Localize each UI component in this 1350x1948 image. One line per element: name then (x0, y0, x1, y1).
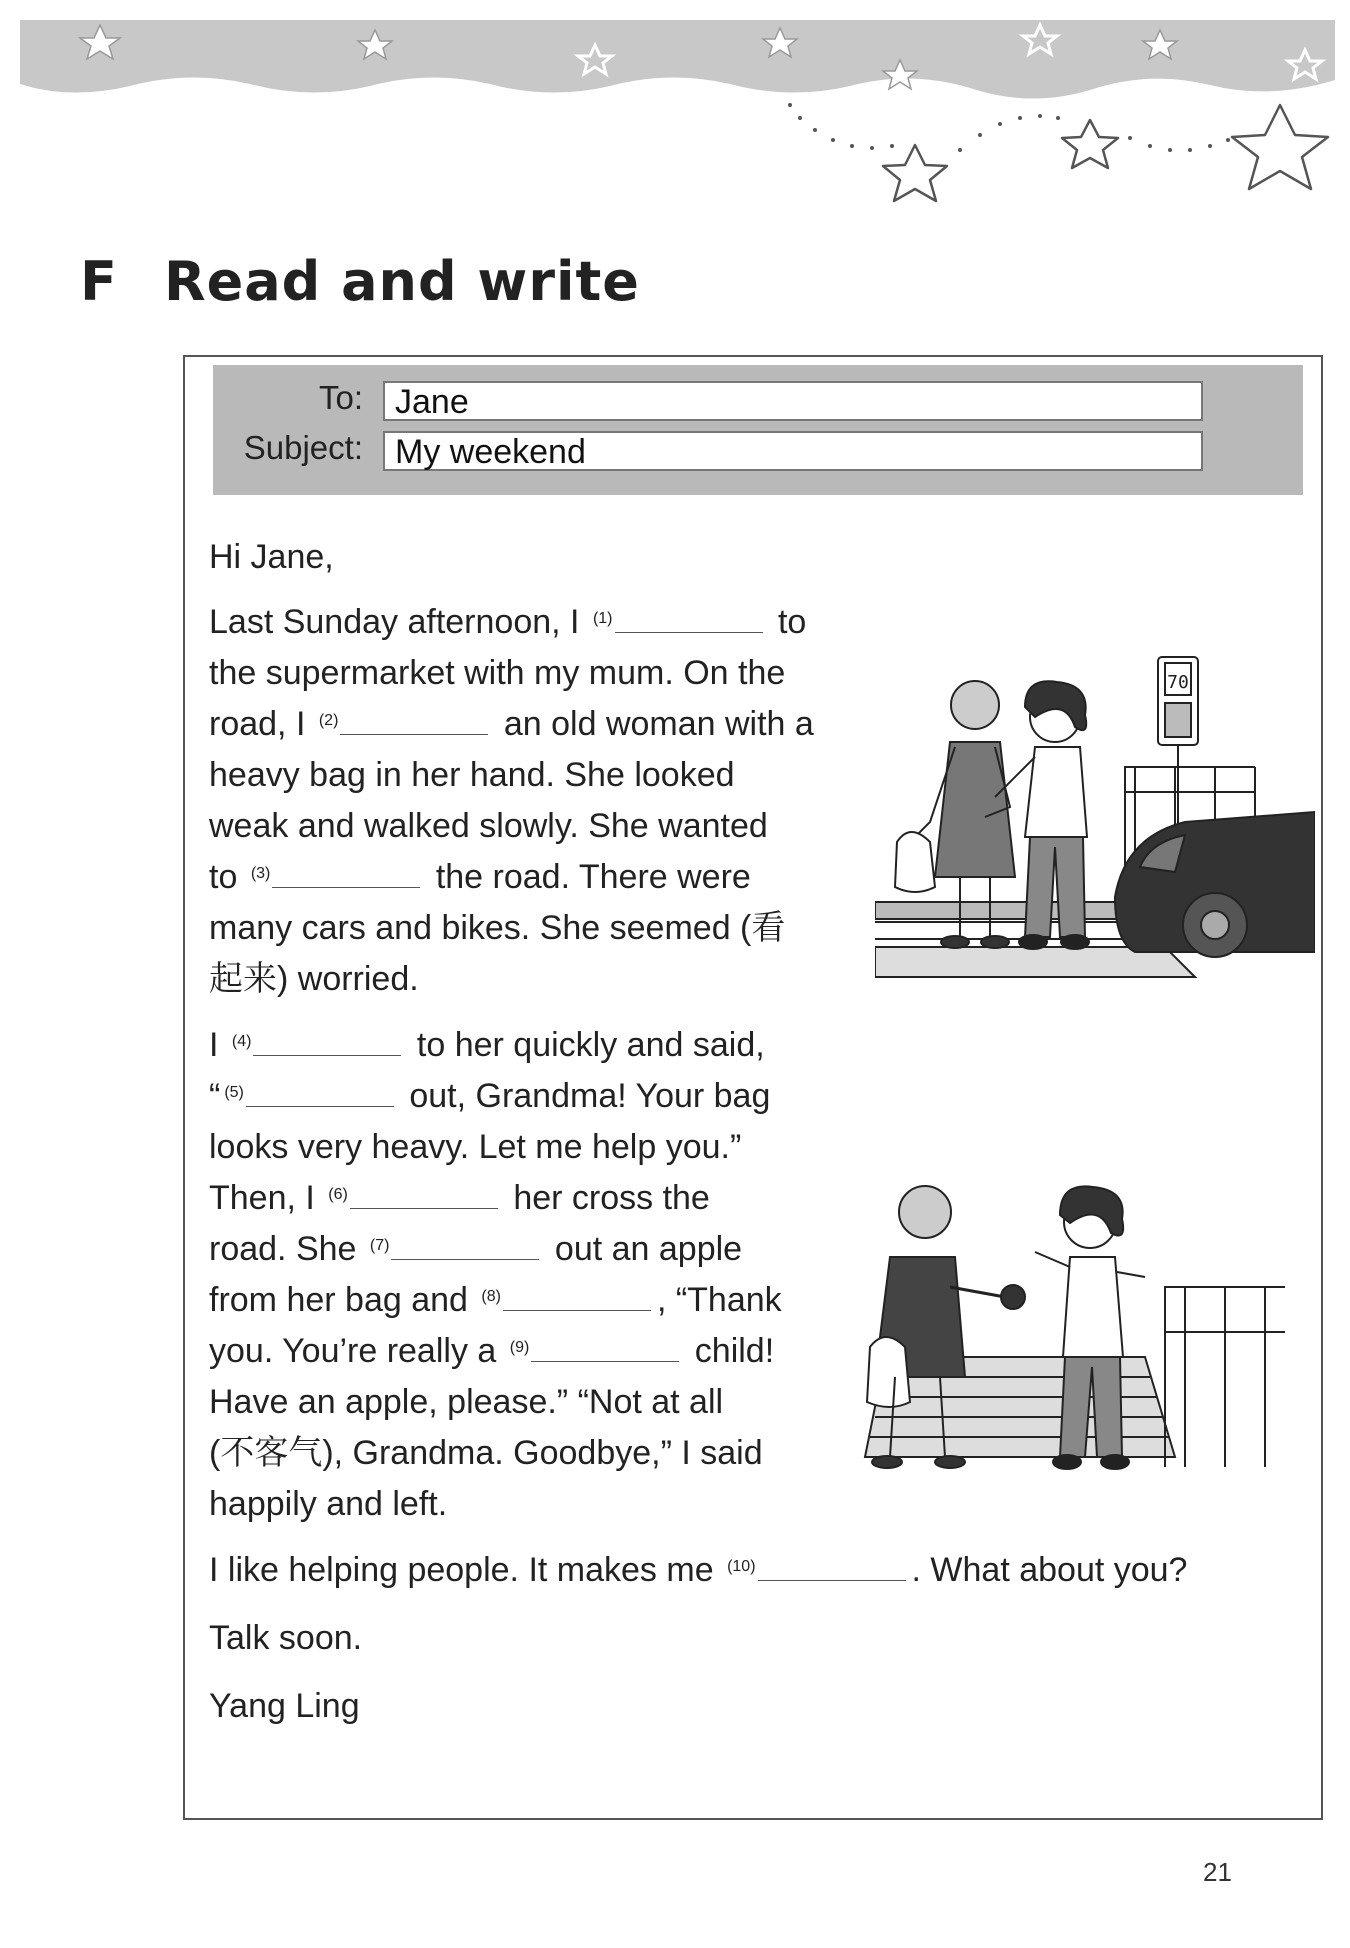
page-number: 21 (1203, 1857, 1232, 1887)
section-title: Read and write (164, 250, 640, 313)
blank-4[interactable] (253, 1025, 401, 1056)
blank-number-7: (7) (369, 1237, 390, 1254)
blank-number-9: (9) (509, 1339, 530, 1356)
paragraph-1: Last Sunday afternoon, I $^{(1)}$ to the supermarket with my mum. On the road, I $^{(2)}$ an old woman with a heavy bag in her hand. She looked weak and walked slowly. She wanted to $^{(3)}$ the road. There were many cars and bikes. She seemed (看 起来) worried. (209, 603, 814, 998)
blank-5[interactable] (246, 1076, 394, 1107)
blank-2[interactable] (340, 704, 488, 735)
blank-number-1: (1) (592, 610, 613, 627)
blank-9[interactable] (531, 1331, 679, 1362)
blank-7[interactable] (391, 1229, 539, 1260)
blank-number-5: (5) (224, 1084, 244, 1101)
email-header (213, 365, 1303, 495)
greeting: Hi Jane, (209, 538, 334, 576)
blank-3[interactable] (272, 857, 420, 888)
subject-row (213, 427, 1303, 471)
blank-8[interactable] (503, 1280, 651, 1311)
illustration-crossing-road (875, 647, 1315, 987)
sign-post-number: 70 (1167, 672, 1189, 693)
subject-field[interactable]: My weekend (383, 431, 1203, 471)
blank-number-8: (8) (481, 1288, 501, 1305)
blank-number-10: (10) (727, 1558, 756, 1575)
to-field[interactable]: Jane (383, 381, 1203, 421)
blank-number-4: (4) (231, 1033, 252, 1050)
blank-1[interactable] (615, 602, 763, 633)
decorative-star-banner (0, 0, 1350, 220)
section-heading (80, 250, 640, 313)
to-row (213, 377, 1303, 421)
blank-6[interactable] (350, 1178, 498, 1209)
section-letter: F (80, 250, 118, 313)
to-label: To: (318, 379, 363, 416)
blank-number-6: (6) (328, 1186, 348, 1203)
blank-number-2: (2) (318, 712, 339, 729)
email-card (183, 355, 1323, 1820)
blank-10[interactable] (758, 1550, 906, 1581)
subject-label: Subject: (243, 429, 363, 466)
paragraph-2: I $^{(4)}$ to her quickly and said, “ $^{(5)}$ out, Grandma! Your bag looks very heavy. Let me help you.” Then, I $^{(6)}$ her cross the road. She $^{(7)}$ out an apple from her bag and $^{(8)}$ , “Thank you. You’re really a $^{(9)}$ child! Have an apple, please.” “Not at all (不客气), Grandma. Goodbye,” I said happily and left. (209, 1026, 782, 1523)
closing: Talk soon. (209, 1619, 363, 1657)
signature: Yang Ling (209, 1687, 360, 1725)
paragraph-3: I like helping people. It makes me $^{(10)}$ . What about you? (209, 1551, 1188, 1589)
blank-number-3: (3) (250, 865, 271, 882)
illustration-apple-gift (845, 1157, 1315, 1497)
